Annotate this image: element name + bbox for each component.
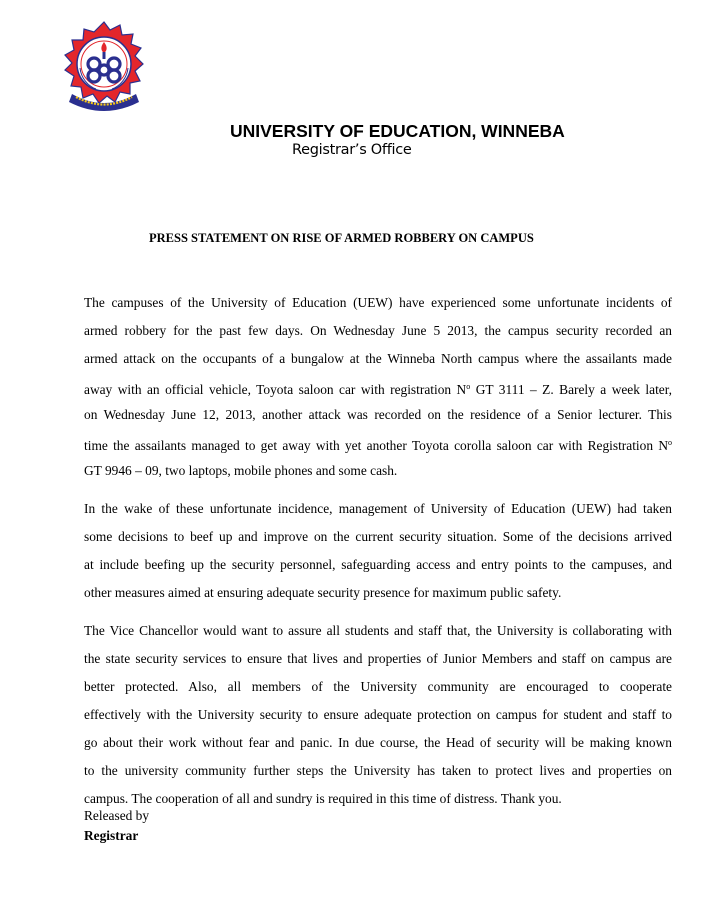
- line-text: armed attack on the occupants of a bungalow at the Winneba North campus where the assailants made: [84, 351, 672, 366]
- line-text: at include beefing up the security personnel, safeguarding access and entry points to the campuses, and: [84, 557, 672, 572]
- body-paragraph: [84, 495, 672, 607]
- text-line: [84, 523, 672, 551]
- line-text: the state security services to ensure that lives and properties of Junior Members and staff on campus are: [84, 651, 672, 666]
- text-line: [84, 673, 672, 701]
- superscript-text: o: [668, 438, 672, 447]
- superscript-text: o: [466, 382, 471, 391]
- text-line: [84, 729, 672, 757]
- office-name: Registrar’s Office: [292, 142, 412, 158]
- line-text: some decisions to beef up and improve on the current security situation. Some of the decisions arrived: [84, 529, 672, 544]
- text-line: [84, 373, 672, 401]
- line-text: The Vice Chancellor would want to assure all students and staff that, the University is collaborating with: [84, 623, 672, 638]
- line-text: GT 9946 – 09, two laptops, mobile phones and some cash.: [84, 463, 398, 478]
- line-text: away with an official vehicle, Toyota saloon car with registration N: [84, 382, 467, 397]
- line-text: armed robbery for the past few days. On Wednesday June 5 2013, the campus security recorded an: [84, 323, 672, 338]
- line-text: The campuses of the University of Education (UEW) have experienced some unfortunate incidents of: [84, 295, 672, 310]
- text-line: [84, 495, 672, 523]
- line-text: to the university community further steps the University has taken to protect lives and properties on: [84, 763, 672, 778]
- line-text: campus. The cooperation of all and sundry is required in this time of distress. Thank you.: [84, 791, 562, 806]
- university-crest-logo: [60, 20, 148, 114]
- text-line: [84, 617, 672, 645]
- body-paragraph: [84, 617, 672, 813]
- release-block: [84, 806, 149, 846]
- text-line: [84, 429, 672, 457]
- text-line: [84, 457, 672, 485]
- line-text: In the wake of these unfortunate incidence, management of University of Education (UEW) had taken: [84, 501, 672, 516]
- line-text: on Wednesday June 12, 2013, another attack was recorded on the residence of a Senior lecturer. This: [84, 407, 672, 422]
- line-text: better protected. Also, all members of the University community are encouraged to cooperate: [84, 679, 672, 694]
- text-line: [84, 757, 672, 785]
- institution-name: UNIVERSITY OF EDUCATION, WINNEBA: [230, 121, 565, 141]
- signatory: Registrar: [84, 828, 139, 843]
- text-line: [84, 317, 672, 345]
- line-text: go about their work without fear and panic. In due course, the Head of security will be making known: [84, 735, 672, 750]
- released-by-label: Released by: [84, 808, 150, 823]
- text-line: [84, 289, 672, 317]
- line-text: other measures aimed at ensuring adequate security presence for maximum public safety.: [84, 585, 562, 600]
- text-line: [84, 551, 672, 579]
- statement-body: [84, 289, 672, 823]
- statement-title: PRESS STATEMENT ON RISE OF ARMED ROBBERY ON CAMPUS: [149, 231, 534, 245]
- text-line: [84, 401, 672, 429]
- text-line: [84, 579, 672, 607]
- text-line: [84, 701, 672, 729]
- text-line: [84, 645, 672, 673]
- body-paragraph: [84, 289, 672, 485]
- text-line: [84, 785, 672, 813]
- line-text: GT 3111 – Z. Barely a week later,: [470, 382, 673, 397]
- line-text: effectively with the University security to ensure adequate protection on campus for student and staff to: [84, 707, 672, 722]
- line-text: time the assailants managed to get away with yet another Toyota corolla saloon car with Registration N: [84, 438, 668, 453]
- text-line: [84, 345, 672, 373]
